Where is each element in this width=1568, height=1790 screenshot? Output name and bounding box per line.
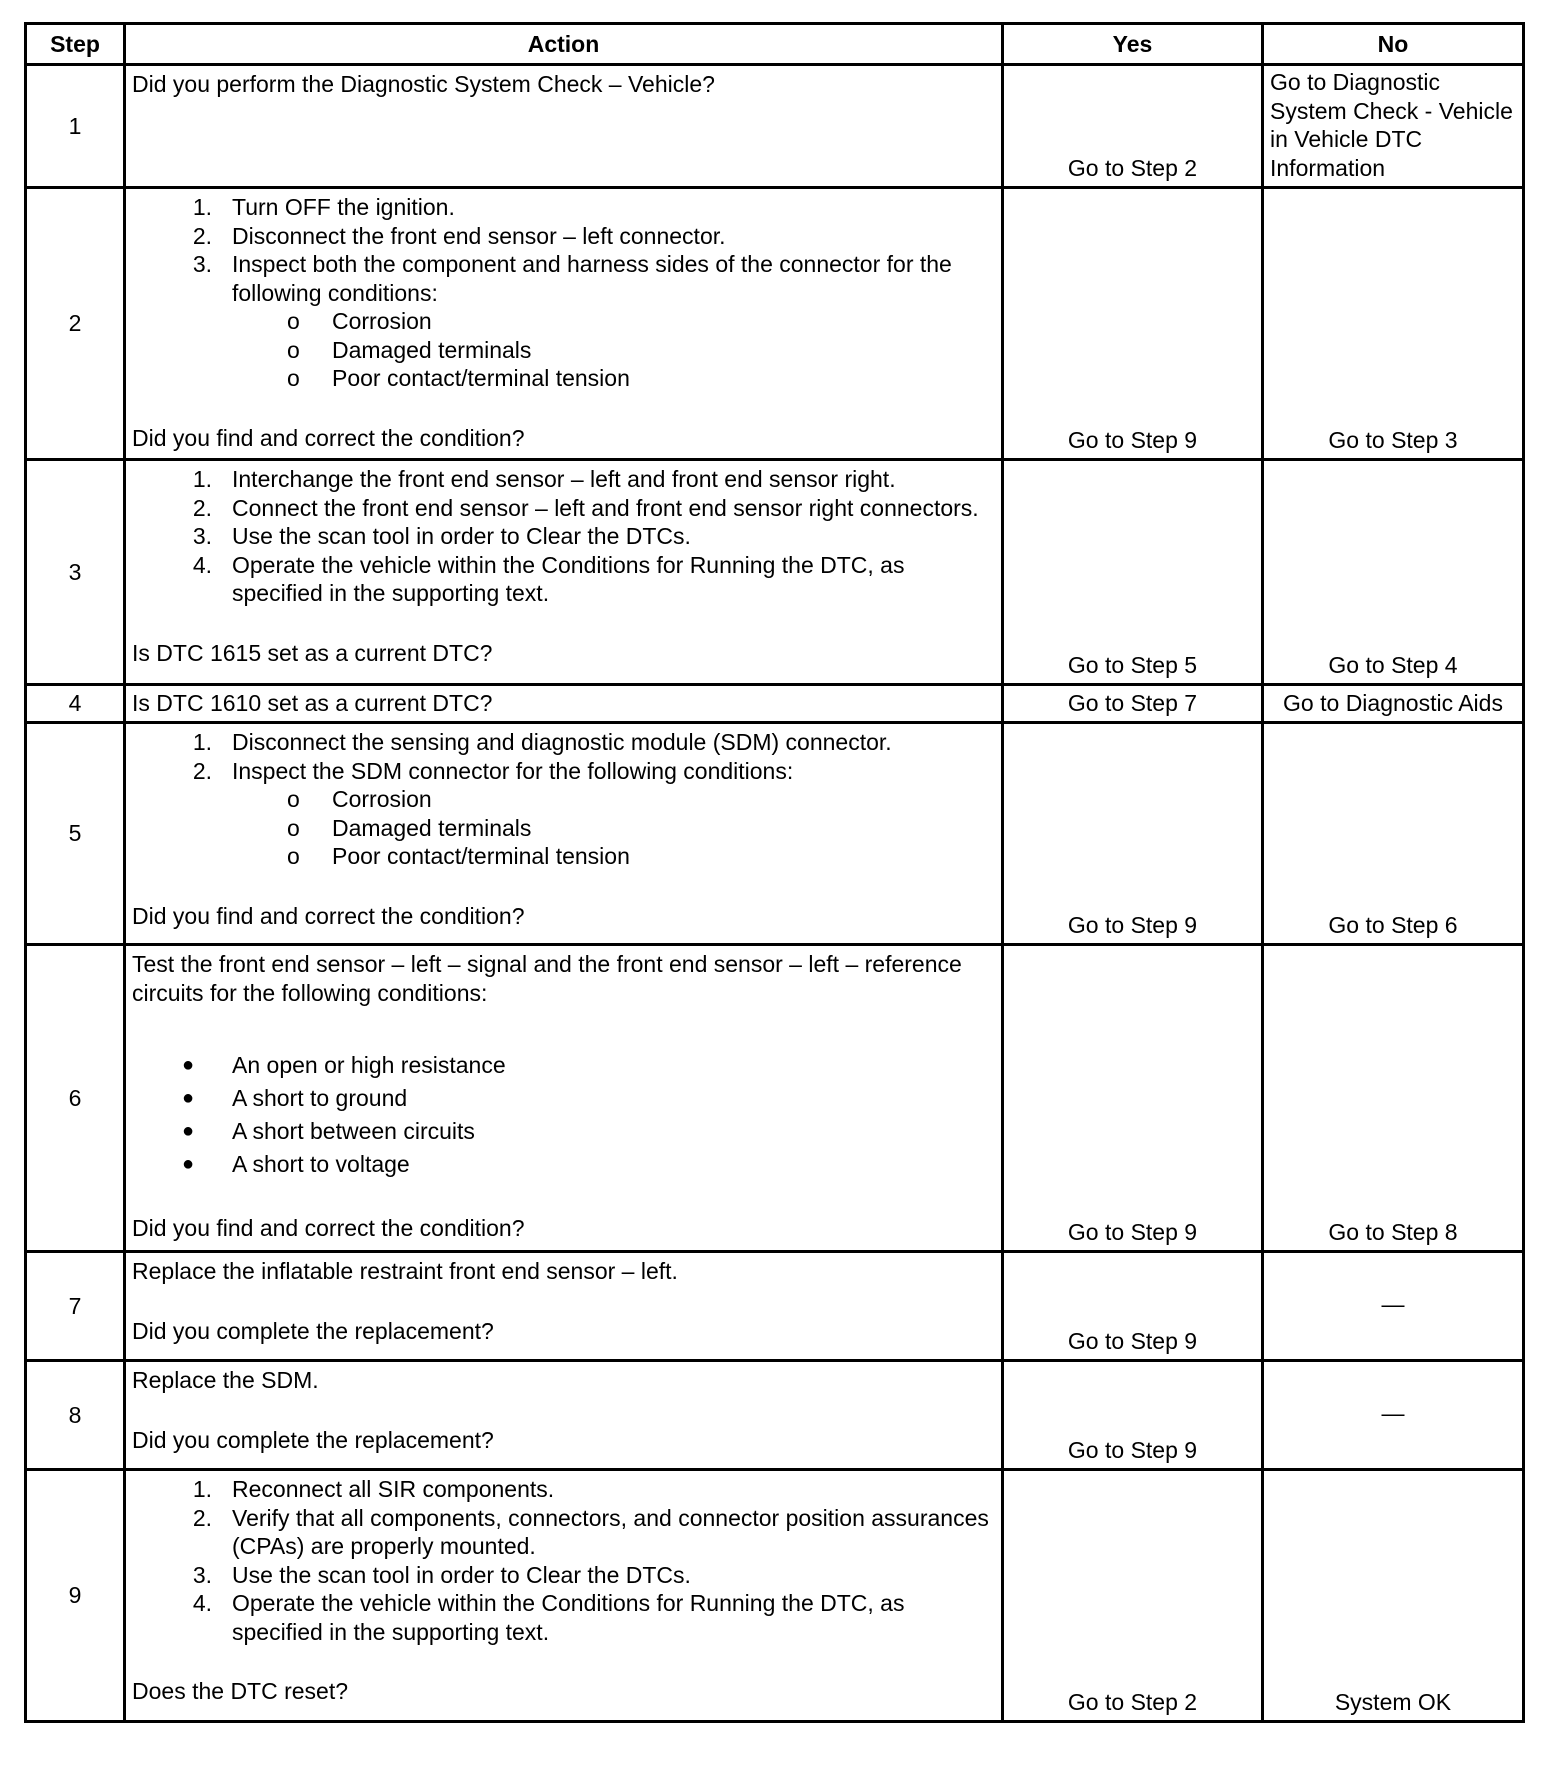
action-text: Replace the SDM. [132, 1367, 319, 1393]
list-item: o Corrosion [287, 786, 432, 812]
list-item: ● A short to voltage [132, 1148, 997, 1181]
list-item: ● A short between circuits [132, 1115, 997, 1148]
no-cell: Go to Diagnostic Aids [1263, 685, 1524, 723]
step-number: 9 [26, 1470, 125, 1722]
item-text: Operate the vehicle within the Conditions for Running the DTC, as specified in the supporting text. [232, 1590, 905, 1645]
list-item: ● A short to ground [132, 1082, 997, 1115]
item-number: 1. [192, 466, 212, 492]
yes-cell: Go to Step 9 [1003, 1252, 1263, 1361]
circle-bullet-icon: o [287, 308, 300, 334]
list-item [132, 728, 997, 757]
circle-bullet-icon: o [287, 336, 300, 363]
bullet-dot-icon: ● [182, 1153, 195, 1175]
action-question: Is DTC 1615 set as a current DTC? [132, 639, 493, 666]
list-item [132, 222, 997, 251]
no-cell: System OK [1263, 1470, 1524, 1722]
circle-bullet-icon: o [287, 814, 300, 841]
list-item: o Poor contact/terminal tension [287, 365, 630, 391]
action-text: Is DTC 1610 set as a current DTC? [132, 690, 493, 717]
no-cell: Go to Step 8 [1263, 945, 1524, 1252]
step-number: 4 [26, 685, 125, 723]
yes-cell: Go to Step 9 [1003, 945, 1263, 1252]
table-row [26, 65, 1524, 188]
item-number: 2. [192, 494, 212, 521]
step-number: 1 [26, 65, 125, 188]
list-item [132, 551, 997, 608]
item-number: 1. [192, 729, 212, 755]
item-number: 2. [192, 1504, 212, 1531]
table-row [26, 188, 1524, 460]
numbered-list [132, 465, 997, 608]
action-question: Did you complete the replacement? [132, 1317, 494, 1344]
step-number: 8 [26, 1361, 125, 1470]
action-cell [125, 1470, 1003, 1722]
list-item: o Poor contact/terminal tension [287, 843, 630, 869]
circle-bullet-icon: o [287, 843, 300, 869]
condition-list [132, 1049, 997, 1181]
table-row [26, 945, 1524, 1252]
action-cell [125, 723, 1003, 945]
list-item: o Damaged terminals [287, 814, 532, 841]
diagnostic-table [24, 22, 1525, 1723]
item-number: 2. [192, 757, 212, 784]
list-item [132, 193, 997, 222]
bullet-dot-icon: ● [182, 1087, 195, 1109]
item-text: Interchange the front end sensor – left and front end sensor right. [232, 466, 896, 492]
action-text: Test the front end sensor – left – signal and the front end sensor – left – reference circuits for the following conditions: [132, 951, 962, 1006]
action-question: Did you find and correct the condition? [132, 902, 525, 929]
list-item [132, 494, 997, 523]
list-item: o Corrosion [287, 308, 432, 334]
list-item [132, 1504, 997, 1561]
no-cell: — [1263, 1361, 1524, 1470]
item-text: Use the scan tool in order to Clear the DTCs. [232, 523, 691, 549]
table-row [26, 460, 1524, 685]
list-item [132, 1475, 997, 1504]
table-row [26, 1361, 1524, 1470]
step-number: 7 [26, 1252, 125, 1361]
no-cell: — [1263, 1252, 1524, 1361]
list-item: ● An open or high resistance [132, 1049, 997, 1082]
item-number: 3. [192, 251, 212, 277]
action-cell [125, 1361, 1003, 1470]
action-question: Did you find and correct the condition? [132, 424, 525, 451]
item-number: 4. [192, 1590, 212, 1616]
action-cell [125, 65, 1003, 188]
no-cell: Go to Step 3 [1263, 188, 1524, 460]
numbered-list [132, 1475, 997, 1646]
step-number: 2 [26, 188, 125, 460]
table-row [26, 685, 1524, 723]
item-number: 1. [192, 194, 212, 220]
item-text: Inspect both the component and harness sides of the connector for the following conditions: [232, 251, 952, 306]
action-text: Did you perform the Diagnostic System Check – Vehicle? [132, 71, 715, 97]
table-row [26, 1252, 1524, 1361]
step-number: 3 [26, 460, 125, 685]
list-item [132, 1561, 997, 1590]
table-row [26, 723, 1524, 945]
yes-cell: Go to Step 9 [1003, 1361, 1263, 1470]
list-item [132, 1589, 997, 1646]
numbered-list [132, 728, 997, 785]
header-step: Step [26, 24, 125, 65]
yes-cell: Go to Step 2 [1003, 65, 1263, 188]
item-text: Disconnect the front end sensor – left connector. [232, 222, 726, 249]
item-text: Operate the vehicle within the Conditions for Running the DTC, as specified in the supporting text. [232, 551, 905, 606]
item-number: 3. [192, 523, 212, 549]
yes-cell: Go to Step 2 [1003, 1470, 1263, 1722]
circle-bullet-icon: o [287, 365, 300, 391]
action-question: Does the DTC reset? [132, 1678, 349, 1704]
item-text: Verify that all components, connectors, and connector position assurances (CPAs) are properly mounted. [232, 1504, 989, 1559]
condition-list [132, 785, 997, 871]
action-cell [125, 460, 1003, 685]
list-item [132, 522, 997, 551]
header-no: No [1263, 24, 1524, 65]
action-question: Did you complete the replacement? [132, 1426, 494, 1453]
circle-bullet-icon: o [287, 786, 300, 812]
header-row [26, 24, 1524, 65]
action-cell [125, 1252, 1003, 1361]
action-cell [125, 945, 1003, 1252]
item-number: 2. [192, 222, 212, 249]
action-cell [125, 188, 1003, 460]
header-yes: Yes [1003, 24, 1263, 65]
list-item [132, 757, 997, 786]
action-text: Replace the inflatable restraint front end sensor – left. [132, 1258, 678, 1284]
item-number: 3. [192, 1561, 212, 1588]
yes-cell: Go to Step 5 [1003, 460, 1263, 685]
action-cell [125, 685, 1003, 723]
condition-list [132, 307, 997, 393]
bullet-dot-icon: ● [182, 1054, 195, 1076]
item-text: Connect the front end sensor – left and front end sensor right connectors. [232, 494, 979, 521]
item-text: Inspect the SDM connector for the following conditions: [232, 757, 794, 784]
step-number: 5 [26, 723, 125, 945]
item-text: Disconnect the sensing and diagnostic module (SDM) connector. [232, 729, 892, 755]
no-cell: Go to Step 6 [1263, 723, 1524, 945]
no-cell: Go to Diagnostic System Check - Vehicle in Vehicle DTC Information [1263, 65, 1524, 188]
yes-cell: Go to Step 9 [1003, 188, 1263, 460]
no-cell: Go to Step 4 [1263, 460, 1524, 685]
item-number: 1. [192, 1476, 212, 1502]
item-text: Use the scan tool in order to Clear the DTCs. [232, 1561, 691, 1588]
action-question: Did you find and correct the condition? [132, 1215, 525, 1241]
table-row [26, 1470, 1524, 1722]
header-action: Action [125, 24, 1003, 65]
yes-cell: Go to Step 9 [1003, 723, 1263, 945]
list-item [132, 465, 997, 494]
list-item [132, 250, 997, 307]
numbered-list [132, 193, 997, 307]
item-number: 4. [192, 551, 212, 578]
item-text: Reconnect all SIR components. [232, 1476, 555, 1502]
yes-cell: Go to Step 7 [1003, 685, 1263, 723]
step-number: 6 [26, 945, 125, 1252]
list-item: o Damaged terminals [287, 336, 532, 363]
item-text: Turn OFF the ignition. [232, 194, 455, 220]
bullet-dot-icon: ● [182, 1120, 195, 1142]
